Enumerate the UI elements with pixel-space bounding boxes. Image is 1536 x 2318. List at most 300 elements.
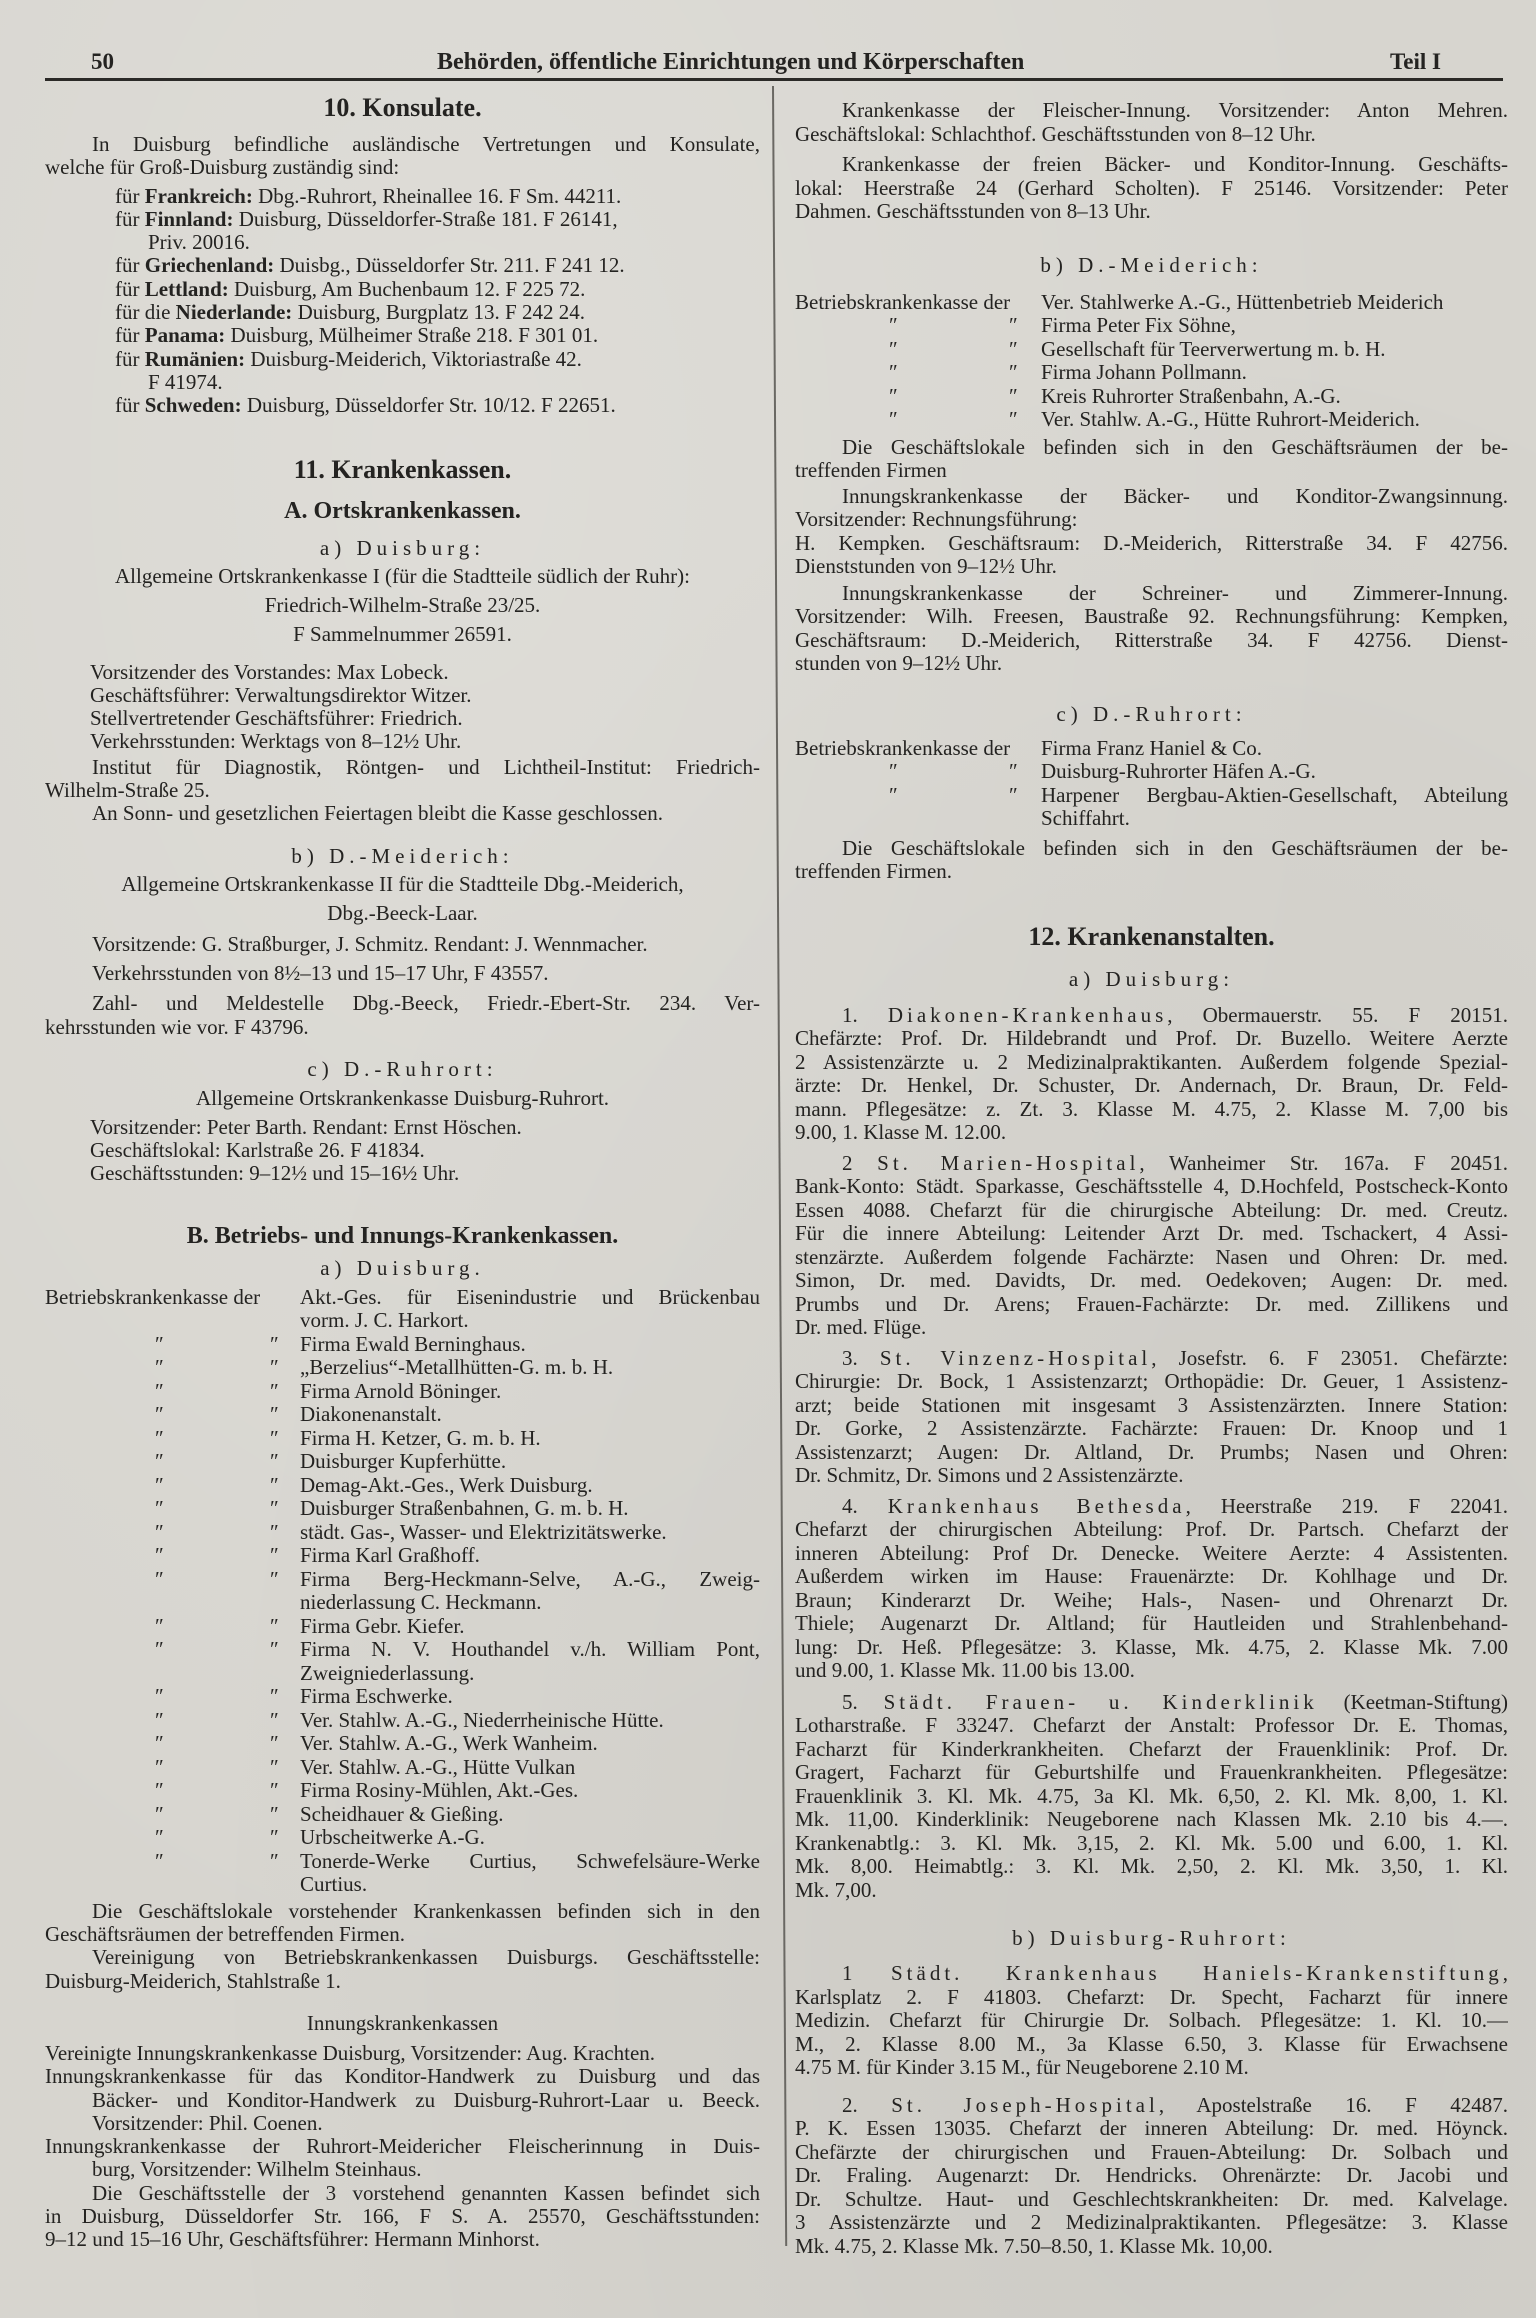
- text-line: Krankenkasse der freien Bäcker- und Konditor-Innung. Geschäfts-: [842, 153, 1508, 176]
- text-line: [795, 2094, 1508, 2118]
- text-line: Firma Johann Pollmann.: [1041, 361, 1247, 384]
- consulate-prefix: für: [115, 207, 140, 231]
- ditto-mark: ″: [889, 360, 898, 384]
- text-line: Harpener Bergbau-Aktien-Gesellschaft, Abteilung: [1041, 783, 1508, 807]
- text-line: Ver. Stahlwerke A.-G., Hüttenbetrieb Meiderich: [1041, 290, 1444, 314]
- list-row: [795, 314, 1508, 338]
- column-divider: [772, 86, 787, 2246]
- institution-name: St. Marien-Hospital: [877, 1151, 1140, 1175]
- text-segment: 3.: [842, 1346, 880, 1370]
- paragraph: [45, 133, 760, 180]
- text-line: [795, 1495, 1508, 1519]
- text-line: Firma H. Ketzer, G. m. b. H.: [300, 1426, 541, 1450]
- country-name: Niederlande:: [175, 301, 293, 325]
- list-lead: Betriebskrankenkasse der: [795, 289, 1011, 314]
- paragraph: [45, 802, 760, 825]
- text-line: in Duisburg, Düsseldorfer Str. 166, F S. A. 25570, Geschäftsstunden:: [45, 2204, 760, 2228]
- consulate-prefix: für: [115, 254, 140, 278]
- text-line: Geschäftsräumen der betreffenden Firmen.: [45, 1923, 405, 1947]
- text-line: Innungskrankenkasse der Ruhrort-Meidericher Fleischerinnung in Duis-: [45, 2135, 760, 2159]
- text-line: Frauenklinik 3. Kl. Mk. 4.75, 3a Kl. Mk. 6,50, 2. Kl. Mk. 8,00, 1. Kl.: [795, 1784, 1508, 1808]
- consulate-prefix: für: [115, 324, 140, 348]
- consulate-address: Duisburg, Burgplatz 13. F 242 24.: [297, 301, 585, 325]
- text-line: 3 Assistenzärzte und 2 Medizinalpraktikanten. Pflegesätze: 3. Klasse: [795, 2211, 1508, 2234]
- text-line: Die Geschäftslokale vorstehender Krankenkassen befinden sich in den: [92, 1899, 760, 1923]
- text-line: treffenden Firmen: [795, 459, 947, 482]
- country-name: Schweden:: [144, 394, 242, 418]
- list-row: [795, 737, 1508, 761]
- text-line: Vereinigung von Betriebskrankenkassen Duisburgs. Geschäftsstelle:: [92, 1946, 760, 1970]
- country-name: Rumänien:: [144, 347, 246, 371]
- text-line: Duisburger Straßenbahnen, G. m. b. H.: [300, 1497, 629, 1521]
- list-row: [45, 1427, 760, 1451]
- list-row: [45, 1709, 760, 1733]
- ditto-mark: ″: [155, 1402, 164, 1427]
- info-lines: [45, 1116, 760, 1186]
- section-heading: 11. Krankenkassen.: [293, 454, 512, 484]
- ditto-mark: ″: [270, 1425, 279, 1450]
- text-line: Ver. Stahlw. A.-G., Werk Wanheim.: [300, 1732, 598, 1756]
- consulate-entry: [45, 394, 760, 417]
- consulate-address: Duisburg, Am Buchenbaum 12. F 225 72.: [234, 277, 586, 301]
- section-heading: 10. Konsulate.: [323, 93, 482, 122]
- hanging-entry: [45, 2065, 760, 2135]
- text-segment: , Josefstr. 6. F 23051. Chefärzte:: [1151, 1346, 1508, 1370]
- centered-entry: [45, 870, 760, 928]
- text-line: Innungskrankenkasse für das Konditor-Handwerk zu Duisburg und das: [45, 2065, 760, 2089]
- text-segment: 1: [842, 1962, 891, 1985]
- text-line: Schiffahrt.: [1041, 807, 1130, 830]
- ditto-mark: ″: [889, 383, 898, 408]
- list-row: [45, 1474, 760, 1498]
- text-line: Vereinigte Innungskrankenkasse Duisburg, Vorsitzender: Aug. Krachten.: [45, 2041, 656, 2065]
- text-line: Für die innere Abteilung: Leitender Arzt Dr. med. Tschackert, 4 Assi-: [795, 1222, 1508, 1245]
- consulate-address: Duisburg-Meiderich, Viktoriastraße 42.: [250, 347, 582, 371]
- institution-name: St. Joseph-Hospital: [891, 2093, 1159, 2117]
- ditto-mark: ″: [889, 407, 898, 431]
- text-line: M., 2. Klasse 8.00 M., 3a Klasse 6.50, 3. Klasse für Erwachsene: [795, 2032, 1508, 2056]
- ditto-mark: ″: [270, 1496, 279, 1521]
- text-line: 9–12 und 15–16 Uhr, Geschäftsführer: Hermann Minhorst.: [45, 2228, 540, 2252]
- list-row: [45, 1638, 760, 1662]
- text-line: Allgemeine Ortskrankenkasse II für die Stadtteile Dbg.-Meiderich,: [121, 871, 684, 896]
- header-rule: [45, 78, 1503, 81]
- text-line: In Duisburg befindliche ausländische Vertretungen und Konsulate,: [92, 133, 760, 156]
- list-row: [45, 1450, 760, 1474]
- consulate-entry: [45, 324, 760, 347]
- ditto-mark: ″: [270, 1613, 279, 1638]
- ditto-mark: ″: [270, 1848, 279, 1873]
- ditto-mark: ″: [155, 1731, 164, 1756]
- consulate-prefix: für: [115, 277, 140, 301]
- text-line: Allgemeine Ortskrankenkasse Duisburg-Ruhrort.: [195, 1085, 610, 1110]
- institution-name: Städt. Frauen- u. Kinderklinik: [883, 1690, 1318, 1714]
- text-line: Bäcker- und Konditor-Handwerk zu Duisburg-Ruhrort-Laar u. Beeck.: [92, 2088, 760, 2112]
- ditto-mark: ″: [155, 1778, 164, 1803]
- paragraph: [795, 1495, 1508, 1683]
- consulate-entry: [45, 278, 760, 301]
- text-segment: , Wanheimer Str. 167a. F 20451.: [1139, 1151, 1508, 1175]
- text-line: Tonerde-Werke Curtius, Schwefelsäure-Werke: [300, 1849, 760, 1873]
- text-line: [795, 1691, 1508, 1715]
- consulate-entry: [45, 185, 760, 208]
- text-line: Vorsitzender: Wilh. Freesen, Baustraße 92. Rechnungsführung: Kempken,: [795, 605, 1508, 628]
- institution-name: St. Vinzenz-Hospital: [879, 1346, 1152, 1370]
- consulate-address: Duisburg, Düsseldorfer-Straße 181. F 26141,: [238, 207, 618, 231]
- consulate-prefix: für: [115, 347, 140, 371]
- list-row: [795, 338, 1508, 362]
- text-line: Friedrich-Wilhelm-Straße 23/25.: [264, 592, 541, 617]
- ditto-mark: ″: [270, 1355, 279, 1380]
- ditto-mark: ″: [1009, 336, 1018, 361]
- text-line: Allgemeine Ortskrankenkasse I (für die Stadtteile südlich der Ruhr):: [115, 563, 690, 588]
- text-line: Dienststunden von 9–12½ Uhr.: [795, 555, 1057, 578]
- ditto-mark: ″: [889, 759, 898, 783]
- ditto-mark: ″: [270, 1449, 279, 1474]
- text-line: Zweigniederlassung.: [300, 1661, 475, 1685]
- text-segment: 2.: [842, 2093, 892, 2117]
- text-line: treffenden Firmen.: [795, 860, 953, 883]
- text-line: Krankenkasse der Fleischer-Innung. Vorsitzender: Anton Mehren.: [842, 99, 1508, 122]
- text-line: Gragert, Facharzt für Geburtshilfe und Frauenkrankheiten. Pflegesätze:: [795, 1761, 1508, 1784]
- text-line: Stellvertretender Geschäftsführer: Friedrich.: [90, 707, 463, 731]
- ditto-mark: ″: [1009, 313, 1018, 337]
- paragraph: [795, 436, 1508, 483]
- list-row: [795, 361, 1508, 385]
- text-line: Firma Peter Fix Söhne,: [1041, 314, 1236, 337]
- institution-name: Diakonen-Krankenhaus: [887, 1003, 1168, 1027]
- text-line: Dr. Gorke, 2 Assistenzärzte. Fachärzte: Frauen: Dr. Knoop und 1: [795, 1417, 1508, 1440]
- text-line: Firma Ewald Berninghaus.: [300, 1332, 526, 1356]
- consulate-entry: [45, 348, 760, 371]
- ditto-mark: ″: [270, 1801, 279, 1826]
- text-line: Duisburg-Meiderich, Stahlstraße 1.: [45, 1969, 341, 1993]
- text-line: H. Kempken. Geschäftsraum: D.-Meiderich, Ritterstraße 34. F 42756.: [795, 531, 1508, 555]
- text-line: Die Geschäftslokale befinden sich in den Geschäftsräumen der be-: [842, 836, 1508, 860]
- paragraph: [795, 153, 1508, 224]
- country-name: Lettland:: [144, 277, 229, 301]
- list-row: [45, 1333, 760, 1357]
- text-line: Dr. Schultze. Haut- und Geschlechtskrankheiten: Dr. med. Kalvelage.: [795, 2187, 1508, 2211]
- ditto-mark: ″: [155, 1613, 164, 1638]
- list-row: [45, 1685, 760, 1709]
- right-column: [795, 99, 1508, 2258]
- consulate-address: Duisbg., Düsseldorfer Str. 211. F 241 12.: [279, 254, 625, 278]
- text-segment: 2: [842, 1151, 878, 1175]
- consulate-address: Duisburg, Düsseldorfer Str. 10/12. F 22651.: [246, 394, 616, 418]
- ditto-mark: ″: [270, 1566, 279, 1591]
- consulate-continuation: Priv. 20016.: [148, 231, 250, 255]
- text-line: Firma Arnold Böninger.: [300, 1379, 502, 1403]
- text-line: Firma Franz Haniel & Co.: [1041, 736, 1263, 760]
- consulate-prefix: für: [115, 184, 140, 208]
- paragraph: [45, 1946, 760, 1993]
- text-line: Firma Karl Graßhoff.: [300, 1544, 480, 1568]
- list-row: [795, 385, 1508, 409]
- list-row: [45, 1568, 760, 1592]
- text-line: Vorsitzender: Rechnungsführung:: [795, 508, 1078, 531]
- ditto-mark: ″: [155, 1425, 164, 1450]
- consulate-entry: [45, 254, 760, 277]
- part-label: Teil I: [1390, 49, 1441, 74]
- paragraph: [45, 2182, 760, 2252]
- text-line: arzt; beide Stationen mit insgesamt 3 Assistenzärzten. Innere Station:: [795, 1393, 1508, 1417]
- text-line: Scheidhauer & Gießing.: [300, 1802, 504, 1826]
- text-line: Chefärzte: Prof. Dr. Hildebrandt und Prof. Dr. Buzello. Weitere Aerzte: [795, 1027, 1508, 1050]
- text-line: Dr. med. Flüge.: [795, 1316, 927, 1339]
- ditto-mark: ″: [1009, 407, 1018, 431]
- location-heading: c) D.-Ruhrort:: [307, 1056, 498, 1081]
- text-segment: 1.: [842, 1003, 888, 1027]
- ditto-mark: ″: [270, 1519, 279, 1544]
- ditto-mark: ″: [270, 1684, 279, 1709]
- paragraph: [795, 485, 1508, 579]
- text-line: welche für Groß-Duisburg zuständig sind:: [45, 156, 400, 180]
- text-line: Vorsitzender: Peter Barth. Rendant: Ernst Höschen.: [90, 1115, 522, 1139]
- text-line: ärzte: Dr. Henkel, Dr. Schuster, Dr. Andernach, Dr. Braun, Dr. Feld-: [795, 1074, 1508, 1097]
- section-heading: 12. Krankenanstalten.: [1028, 921, 1275, 951]
- ditto-mark: ″: [155, 1496, 164, 1521]
- text-line: [795, 1152, 1508, 1176]
- list-row: [45, 1403, 760, 1427]
- text-line: Mk. 4.75, 2. Klasse Mk. 7.50–8.50, 1. Klasse Mk. 10,00.: [795, 2234, 1273, 2258]
- text-line: Mk. 7,00.: [795, 1878, 877, 1902]
- text-line: Dr. Schmitz, Dr. Simons und 2 Assistenzärzte.: [795, 1464, 1184, 1487]
- text-line: Urbscheitwerke A.-G.: [300, 1826, 485, 1850]
- text-line: burg, Vorsitzender: Wilhelm Steinhaus.: [92, 2158, 422, 2182]
- list-row: [45, 1497, 760, 1521]
- location-heading: b) D.-Meiderich:: [1040, 252, 1263, 277]
- text-line: Mk. 8,00. Heimabtlg.: 3. Kl. Mk. 2,50, 2. Kl. Mk. 3,50, 1. Kl.: [795, 1855, 1508, 1878]
- list-row: [795, 408, 1508, 432]
- info-lines: [45, 661, 760, 754]
- text-line: Braun; Kinderarzt Dr. Weihe; Hals-, Nasen- und Ohrenarzt Dr.: [795, 1588, 1508, 1612]
- paragraph: [795, 582, 1508, 676]
- text-line: Verkehrsstunden von 8½–13 und 15–17 Uhr, F 43557.: [92, 961, 549, 985]
- minor-heading: Innungskrankenkassen: [306, 2010, 499, 2035]
- text-line: Demag-Akt.-Ges., Werk Duisburg.: [300, 1473, 593, 1497]
- ditto-mark: ″: [155, 1801, 164, 1826]
- text-line: Institut für Diagnostik, Röntgen- und Lichtheil-Institut: Friedrich-: [92, 755, 760, 779]
- text-line: mann. Pflegesätze: z. Zt. 3. Klasse M. 4.75, 2. Klasse M. 7,00 bis: [795, 1097, 1508, 1121]
- ditto-mark: ″: [155, 1848, 164, 1873]
- text-line: Firma Rosiny-Mühlen, Akt.-Ges.: [300, 1779, 579, 1803]
- location-heading: a) Duisburg:: [1068, 966, 1235, 991]
- list-row: [795, 807, 1508, 831]
- text-line: Innungskrankenkasse der Schreiner- und Zimmerer-Innung.: [842, 581, 1508, 605]
- text-line: Dbg.-Beeck-Laar.: [327, 900, 478, 925]
- country-name: Panama:: [144, 324, 226, 348]
- text-line: F Sammelnummer 26591.: [293, 621, 512, 646]
- ditto-mark: ″: [270, 1543, 279, 1568]
- ditto-mark: ″: [270, 1472, 279, 1497]
- list-lead: Betriebskrankenkasse der: [795, 735, 1011, 760]
- paragraph: [795, 1004, 1508, 1145]
- ditto-mark: ″: [889, 336, 898, 361]
- ditto-mark: ″: [155, 1825, 164, 1850]
- ditto-mark: ″: [155, 1543, 164, 1568]
- ditto-mark: ″: [155, 1472, 164, 1497]
- centered-entry: [45, 562, 760, 649]
- text-line: kehrsstunden wie vor. F 43796.: [45, 1015, 309, 1039]
- list-row: [45, 1544, 760, 1568]
- list-lead: Betriebskrankenkasse der: [45, 1284, 261, 1309]
- ditto-mark: ″: [270, 1754, 279, 1779]
- text-line: Außerdem wirken im Hause: Frauenärzte: Dr. Kohlhage und Dr.: [795, 1565, 1508, 1588]
- text-line: Dr. Fraling. Augenarzt: Dr. Hendricks. Ohrenärzte: Dr. Jacobi und: [795, 2164, 1508, 2187]
- hanging-entry: [45, 2135, 760, 2182]
- consulate-entry: [45, 301, 760, 324]
- text-line: Medizin. Chefarzt für Chirurgie Dr. Solbach. Pflegesätze: 1. Kl. 10.—: [795, 2009, 1508, 2032]
- text-line: städt. Gas-, Wasser- und Elektrizitätswerke.: [300, 1520, 667, 1544]
- ditto-mark: ″: [270, 1378, 279, 1403]
- text-line: Diakonenanstalt.: [300, 1403, 442, 1427]
- consulate-prefix: für die: [115, 301, 171, 325]
- paragraph: [795, 1691, 1508, 1903]
- running-title: Behörden, öffentliche Einrichtungen und Körperschaften: [437, 49, 1025, 75]
- text-line: Curtius.: [300, 1873, 368, 1897]
- text-line: Die Geschäftsstelle der 3 vorstehend genannten Kassen befindet sich: [92, 2181, 760, 2205]
- text-line: Innungskrankenkasse der Bäcker- und Konditor-Zwangsinnung.: [842, 484, 1508, 508]
- paragraph: [795, 1347, 1508, 1488]
- ditto-mark: ″: [1009, 759, 1018, 783]
- text-line: Firma Eschwerke.: [300, 1685, 453, 1709]
- text-line: Firma Berg-Heckmann-Selve, A.-G., Zweig-: [300, 1567, 760, 1591]
- list-row: [45, 1873, 760, 1897]
- text-line: Duisburg-Ruhrorter Häfen A.-G.: [1041, 760, 1316, 783]
- list-row: [45, 1732, 760, 1756]
- text-segment: 4.: [842, 1494, 888, 1518]
- institution-name: Städt. Krankenhaus Haniels-Krankenstiftung: [890, 1962, 1503, 1985]
- text-line: Akt.-Ges. für Eisenindustrie und Brückenbau: [300, 1285, 760, 1309]
- text-line: Karlsplatz 2. F 41803. Chefarzt: Dr. Specht, Facharzt für innere: [795, 1985, 1508, 2009]
- text-line: Dahmen. Geschäftsstunden von 8–13 Uhr.: [795, 200, 1151, 223]
- list-row: [45, 1521, 760, 1545]
- text-segment: , Apostelstraße 16. F 42487.: [1158, 2093, 1508, 2117]
- text-line: Vorsitzender des Vorstandes: Max Lobeck.: [90, 660, 449, 684]
- location-heading: a) Duisburg:: [319, 535, 486, 560]
- left-column: [45, 93, 760, 2252]
- text-line: lokal: Heerstraße 24 (Gerhard Scholten). F 25146. Vorsitzender: Peter: [795, 176, 1508, 200]
- ditto-mark: ″: [155, 1707, 164, 1732]
- text-line: vorm. J. C. Harkort.: [300, 1309, 469, 1333]
- list-row: [45, 1826, 760, 1850]
- text-line: [795, 1962, 1508, 1986]
- text-line: Chirurgie: Dr. Bock, 1 Assistenzarzt; Orthopädie: Dr. Geuer, 1 Assistenz-: [795, 1370, 1508, 1393]
- paragraph: [45, 1900, 760, 1947]
- text-line: lung: Dr. Heß. Pflegesätze: 3. Klasse, Mk. 4.75, 2. Klasse Mk. 7.00: [795, 1635, 1508, 1659]
- text-segment: (Keetman-Stiftung): [1317, 1690, 1508, 1714]
- ditto-mark: ″: [270, 1402, 279, 1427]
- ditto-mark: ″: [270, 1825, 279, 1850]
- text-line: stunden von 9–12½ Uhr.: [795, 652, 1003, 675]
- text-line: P. K. Essen 13035. Chefarzt der inneren Abteilung: Dr. med. Höynck.: [795, 2117, 1508, 2140]
- text-line: Thiele; Augenarzt Dr. Altland; für Hautleiden und Strahlenbehand-: [795, 1612, 1508, 1635]
- text-segment: 5.: [842, 1690, 884, 1714]
- text-line: Chefärzte der chirurgischen und Frauen-Abteilung: Dr. Solbach und: [795, 2140, 1508, 2164]
- text-line: stenzärzte. Außerdem folgende Fachärzte: Nasen und Ohren: Dr. med.: [795, 1245, 1508, 1269]
- ditto-mark: ″: [270, 1778, 279, 1803]
- paragraph: [45, 962, 760, 985]
- ditto-mark: ″: [889, 782, 898, 807]
- text-line: Verkehrsstunden: Werktags von 8–12½ Uhr.: [90, 730, 462, 754]
- ditto-mark: ″: [155, 1754, 164, 1779]
- page-number: 50: [91, 49, 114, 74]
- text-line: Die Geschäftslokale befinden sich in den Geschäftsräumen der be-: [842, 435, 1508, 459]
- ditto-mark: ″: [270, 1707, 279, 1732]
- text-line: Prumbs und Dr. Arens; Frauen-Fachärzte: Dr. med. Zillikens und: [795, 1292, 1508, 1316]
- text-line: Facharzt für Kinderkrankheiten. Chefarzt der Frauenklinik: Prof. Dr.: [795, 1737, 1508, 1761]
- list-row: [45, 1662, 760, 1686]
- text-line: [795, 1004, 1508, 1028]
- company-list: [45, 1286, 760, 1897]
- country-name: Frankreich:: [144, 184, 253, 208]
- text-line: Krankenabtlg.: 3. Kl. Mk. 3,15, 2. Kl. Mk. 5.00 und 6.00, 1. Kl.: [795, 1831, 1508, 1855]
- text-line: Firma Gebr. Kiefer.: [300, 1614, 465, 1638]
- text-line: Firma N. V. Houthandel v./h. William Pont,: [300, 1638, 760, 1662]
- ditto-mark: ″: [155, 1331, 164, 1356]
- paragraph: [795, 99, 1508, 146]
- list-row: [45, 1803, 760, 1827]
- ditto-mark: ″: [1009, 782, 1018, 807]
- text-line: Gesellschaft für Teerverwertung m. b. H.: [1041, 337, 1386, 361]
- text-line: [795, 1347, 1508, 1371]
- company-list: [795, 737, 1508, 831]
- list-row: [45, 1309, 760, 1333]
- text-line: und 9.00, 1. Klasse Mk. 11.00 bis 13.00.: [795, 1659, 1135, 1682]
- text-line: Essen 4088. Chefarzt für die chirurgische Abteilung: Dr. med. Creutz.: [795, 1198, 1508, 1222]
- ditto-mark: ″: [155, 1449, 164, 1474]
- list-row: [45, 1286, 760, 1310]
- consulate-continuation: F 41974.: [148, 370, 223, 394]
- ditto-mark: ″: [155, 1684, 164, 1709]
- location-heading: b) Duisburg-Ruhrort:: [1012, 1926, 1291, 1950]
- text-line: Vorsitzender: Phil. Coenen.: [92, 2111, 323, 2135]
- paragraph: [795, 1962, 1508, 2080]
- location-heading: a) Duisburg.: [320, 1255, 485, 1280]
- ditto-mark: ″: [270, 1731, 279, 1756]
- list-row: [45, 1591, 760, 1615]
- list-row: [45, 1756, 760, 1780]
- text-line: An Sonn- und gesetzlichen Feiertagen bleibt die Kasse geschlossen.: [92, 802, 663, 826]
- text-line: 2 Assistenzärzte u. 2 Medizinalpraktikanten. Außerdem folgende Spezial-: [795, 1050, 1508, 1074]
- text-line: Kreis Ruhrorter Straßenbahn, A.-G.: [1041, 384, 1341, 408]
- ditto-mark: ″: [1009, 383, 1018, 408]
- text-line: Geschäftslokal: Schlachthof. Geschäftsstunden von 8–12 Uhr.: [795, 122, 1316, 146]
- ditto-mark: ″: [155, 1378, 164, 1403]
- ditto-mark: ″: [889, 313, 898, 337]
- list-row: [795, 760, 1508, 784]
- text-line: Simon, Dr. med. Davidts, Dr. med. Oedekoven; Augen: Dr. med.: [795, 1269, 1508, 1292]
- text-line: 4.75 M. für Kinder 3.15 M., für Neugeborene 2.10 M.: [795, 2056, 1249, 2079]
- paragraph: [795, 1152, 1508, 1340]
- location-heading: c) D.-Ruhrort:: [1056, 701, 1247, 726]
- text-line: Wilhelm-Straße 25.: [45, 779, 210, 803]
- subsection-heading: B. Betriebs- und Innungs-Krankenkassen.: [186, 1222, 619, 1249]
- text-line: 9.00, 1. Klasse M. 12.00.: [795, 1121, 1007, 1144]
- list-row: [795, 784, 1508, 808]
- hanging-entry: [45, 2042, 760, 2065]
- ditto-mark: ″: [155, 1355, 164, 1380]
- text-line: Ver. Stahlw. A.-G., Hütte Ruhrort-Meiderich.: [1041, 408, 1420, 431]
- text-line: „Berzelius“-Metallhütten-G. m. b. H.: [300, 1356, 614, 1380]
- consulate-list: [45, 185, 760, 418]
- paragraph: [795, 837, 1508, 884]
- list-row: [45, 1779, 760, 1803]
- ditto-mark: ″: [270, 1637, 279, 1662]
- text-line: Geschäftsführer: Verwaltungsdirektor Witzer.: [90, 683, 472, 707]
- text-line: Geschäftsstunden: 9–12½ und 15–16½ Uhr.: [90, 1162, 460, 1186]
